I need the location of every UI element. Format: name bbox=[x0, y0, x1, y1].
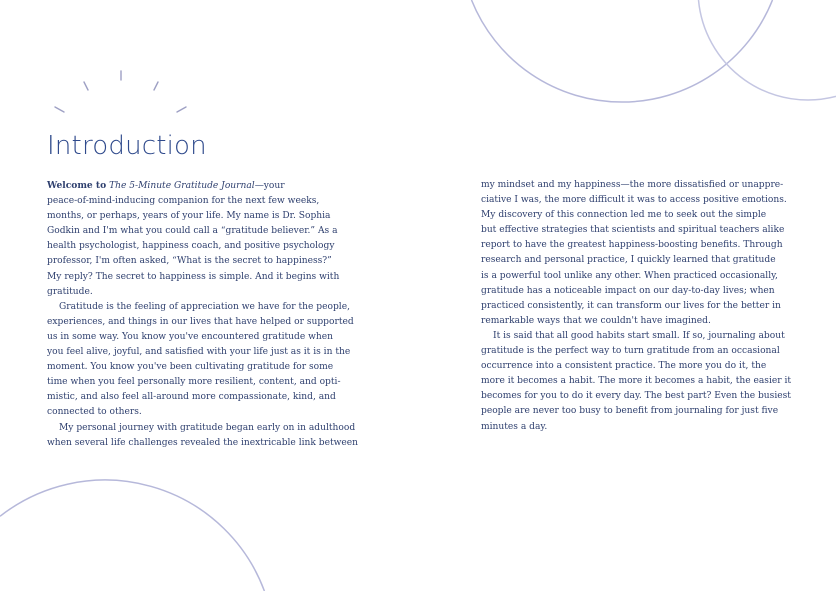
text-line: gratitude has a noticeable impact on our day-to-day lives; when bbox=[481, 285, 775, 296]
text-line: connected to others. bbox=[47, 407, 142, 418]
text-line: My discovery of this connection led me to seek out the simple bbox=[481, 210, 767, 221]
text-line: us in some way. You know you've encountered gratitude when bbox=[47, 331, 333, 342]
text-line: Gratitude is the feeling of appreciation we have for the people, bbox=[59, 301, 350, 312]
text-line: It is said that all good habits start small. If so, journaling about bbox=[493, 330, 785, 341]
first-line-rest: —your bbox=[254, 181, 285, 191]
text-line: more it becomes a habit. The more it becomes a habit, the easier it bbox=[481, 376, 792, 387]
text-line: when several life challenges revealed the inextricable link between bbox=[47, 437, 359, 448]
text-line: professor, I'm often asked, “What is the secret to happiness?” bbox=[47, 256, 332, 267]
text-line: health psychologist, happiness coach, and positive psychology bbox=[47, 241, 335, 252]
text-line: My reply? The secret to happiness is simple. And it begins with bbox=[47, 271, 340, 282]
text-line: report to have the greatest happiness-boosting benefits. Through bbox=[481, 240, 783, 251]
text-line: My personal journey with gratitude began early on in adulthood bbox=[59, 422, 356, 433]
welcome-bold: Welcome to bbox=[47, 180, 107, 191]
text-line: but effective strategies that scientists and spiritual teachers alike bbox=[481, 225, 785, 236]
top-circle-small bbox=[699, 0, 836, 100]
text-line: is a powerful tool unlike any other. When practiced occasionally, bbox=[481, 270, 778, 281]
text-line: occurrence into a consistent practice. The more you do it, the bbox=[481, 361, 767, 372]
text-line: you feel alive, joyful, and satisfied with your life just as it is in the bbox=[47, 347, 351, 358]
text-line: ciative I was, the more difficult it was to access positive emotions. bbox=[481, 195, 787, 206]
text-line: becomes for you to do it every day. The best part? Even the busiest bbox=[481, 391, 791, 402]
text-line: people are never too busy to benefit from journaling for just five bbox=[481, 406, 779, 417]
text-line: months, or perhaps, years of your life. My name is Dr. Sophia bbox=[47, 211, 331, 222]
text-line: time when you feel personally more resilient, content, and opti- bbox=[47, 377, 341, 388]
text-line: practiced consistently, it can transform our lives for the better in bbox=[481, 300, 781, 311]
text-line: gratitude. bbox=[47, 286, 93, 297]
text-line: experiences, and things in our lives that have helped or supported bbox=[47, 316, 354, 327]
text-line: moment. You know you've been cultivating gratitude for some bbox=[47, 362, 334, 373]
first-line bbox=[47, 178, 358, 194]
text-line: gratitude is the perfect way to turn gratitude from an occasional bbox=[481, 346, 780, 357]
left-column-text bbox=[47, 178, 358, 451]
top-circle-large bbox=[472, 0, 773, 102]
bottom-left-circle bbox=[0, 480, 264, 591]
text-line: mistic, and also feel all-around more compassionate, kind, and bbox=[47, 392, 336, 403]
text-line: my mindset and my happiness—the more dissatisfied or unappre- bbox=[481, 180, 784, 190]
sun-rays-icon bbox=[55, 71, 186, 112]
book-title-italic: The 5-Minute Gratitude Journal bbox=[109, 181, 255, 191]
text-line: Godkin and I'm what you could call a “gratitude believer.” As a bbox=[47, 226, 338, 237]
page-title: Introduction bbox=[47, 131, 207, 161]
text-line: remarkable ways that we couldn't have imagined. bbox=[481, 315, 711, 326]
text-line: peace-of-mind-inducing companion for the next few weeks, bbox=[47, 196, 320, 207]
right-column-text bbox=[481, 178, 791, 435]
text-line: research and personal practice, I quickly learned that gratitude bbox=[481, 255, 776, 266]
text-line: minutes a day. bbox=[481, 421, 548, 432]
